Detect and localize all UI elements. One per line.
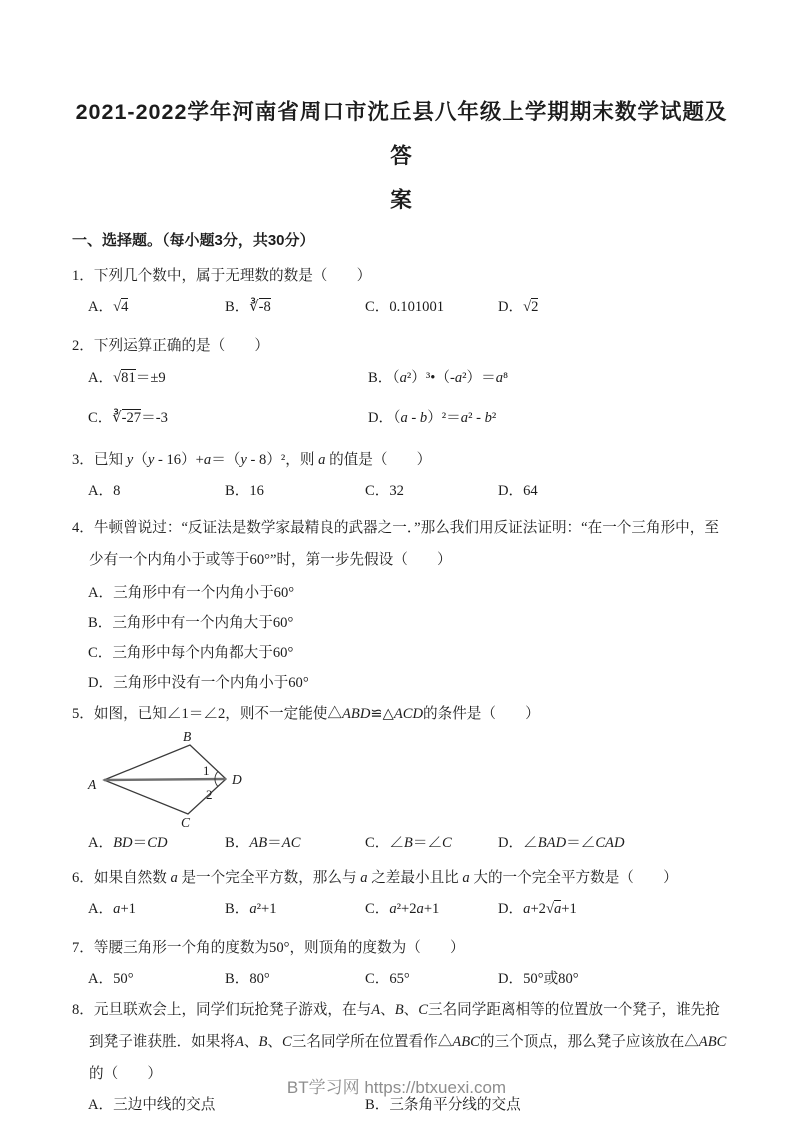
question-5-stem: 5．如图，已知∠1＝∠2，则不一定能使△ABD≌△ACD的条件是（ ） — [72, 706, 540, 722]
question-1-option-b: B．∛-8 — [225, 299, 271, 315]
question-6-option-a: A．a+1 — [88, 901, 136, 917]
site-watermark-footer: BT学习网 https://btxuexi.com — [286, 1078, 507, 1097]
question-6 — [72, 862, 731, 924]
document-title — [72, 90, 731, 222]
question-4 — [72, 512, 731, 698]
question-1-option-d: D．√2 — [498, 299, 539, 315]
question-3-option-c: C．32 — [365, 483, 404, 499]
question-1-stem: 1．下列几个数中，属于无理数的数是（ ） — [72, 268, 372, 284]
question-3-options — [72, 476, 731, 506]
angle-1-label: 1 — [203, 763, 210, 778]
question-8-option-b: B．三条角平分线的交点 — [365, 1097, 521, 1113]
question-8-stem: 8．元旦联欢会上，同学们玩抢凳子游戏，在与A、B、C三名同学距离相等的位置放一个凳子，谁先抢到凳子谁获胜．如果将A、B、C三名同学所在位置看作△ABC的三个顶点，那么凳子应该放在△ABC的（ ） — [72, 1002, 727, 1082]
question-2-option-d: D．（a - b）²＝a² - b² — [368, 410, 497, 426]
question-3 — [72, 444, 731, 506]
vertex-a-label: A — [88, 777, 97, 792]
question-5-option-b: B．AB＝AC — [225, 835, 301, 851]
question-8-option-a: A．三边中线的交点 — [88, 1097, 216, 1113]
figure-segment-ad — [104, 779, 226, 780]
question-7-stem: 7．等腰三角形一个角的度数为50°，则顶角的度数为（ ） — [72, 940, 465, 956]
document-title-line2: 案 — [390, 188, 413, 212]
question-1 — [72, 260, 731, 322]
question-4-stem: 4．牛顿曾说过：“反证法是数学家最精良的武器之一．”那么我们用反证法证明：“在一个三角形中，至少有一个内角小于或等于60°”时，第一步先假设（ ） — [72, 520, 719, 568]
question-2-options — [72, 362, 731, 434]
vertex-c-label: C — [181, 815, 191, 828]
question-4-options — [72, 578, 731, 698]
document-title-line1: 2021-2022学年河南省周口市沈丘县八年级上学期期末数学试题及答 — [75, 100, 728, 168]
question-2-option-c: C．∛-27＝-3 — [88, 410, 168, 426]
question-1-options — [72, 292, 731, 322]
question-4-option-d: D．三角形中没有一个内角小于60° — [88, 675, 309, 691]
question-7 — [72, 932, 731, 994]
question-5-option-a: A．BD＝CD — [88, 835, 168, 851]
question-7-option-a: A．50° — [88, 971, 134, 987]
question-6-options — [72, 894, 731, 924]
question-1-option-c: C．0.101001 — [365, 299, 445, 315]
question-5-options — [72, 828, 731, 858]
question-1-option-a: A．√4 — [88, 299, 129, 315]
question-6-stem: 6．如果自然数 a 是一个完全平方数，那么与 a 之差最小且比 a 大的一个完全平方数是（ ） — [72, 870, 678, 886]
question-3-option-a: A．8 — [88, 483, 121, 499]
question-5-figure — [80, 730, 731, 828]
question-8 — [72, 994, 731, 1120]
question-4-option-c: C．三角形中每个内角都大于60° — [88, 645, 294, 661]
question-7-option-b: B．80° — [225, 971, 270, 987]
angle-2-label: 2 — [206, 787, 213, 802]
question-3-stem: 3．已知 y（y - 16）+a＝（y - 8）²，则 a 的值是（ ） — [72, 452, 432, 468]
question-7-option-c: C．65° — [365, 971, 410, 987]
question-2 — [72, 330, 731, 434]
question-5-option-c: C．∠B＝∠C — [365, 835, 452, 851]
question-2-option-a: A．√81＝±9 — [88, 370, 166, 386]
question-5 — [72, 698, 731, 858]
question-5-option-d: D．∠BAD＝∠CAD — [498, 835, 625, 851]
question-6-option-c: C．a²+2a+1 — [365, 901, 440, 917]
question-3-option-b: B．16 — [225, 483, 264, 499]
question-4-option-a: A．三角形中有一个内角小于60° — [88, 585, 295, 601]
question-6-option-d: D．a+2√a+1 — [498, 901, 577, 917]
question-2-stem: 2．下列运算正确的是（ ） — [72, 338, 270, 354]
section-header-choice-questions: 一、选择题。（每小题3分，共30分） — [72, 232, 315, 249]
vertex-d-label: D — [232, 772, 242, 787]
question-7-options — [72, 964, 731, 994]
vertex-b-label: B — [183, 730, 192, 744]
question-7-option-d: D．50°或80° — [498, 971, 579, 987]
question-3-option-d: D．64 — [498, 483, 538, 499]
geometry-figure-kite-abdc — [80, 730, 255, 828]
question-4-option-b: B．三角形中有一个内角大于60° — [88, 615, 294, 631]
question-2-option-b: B．（a²）³•（-a²）＝a⁸ — [368, 370, 509, 386]
question-6-option-b: B．a²+1 — [225, 901, 277, 917]
